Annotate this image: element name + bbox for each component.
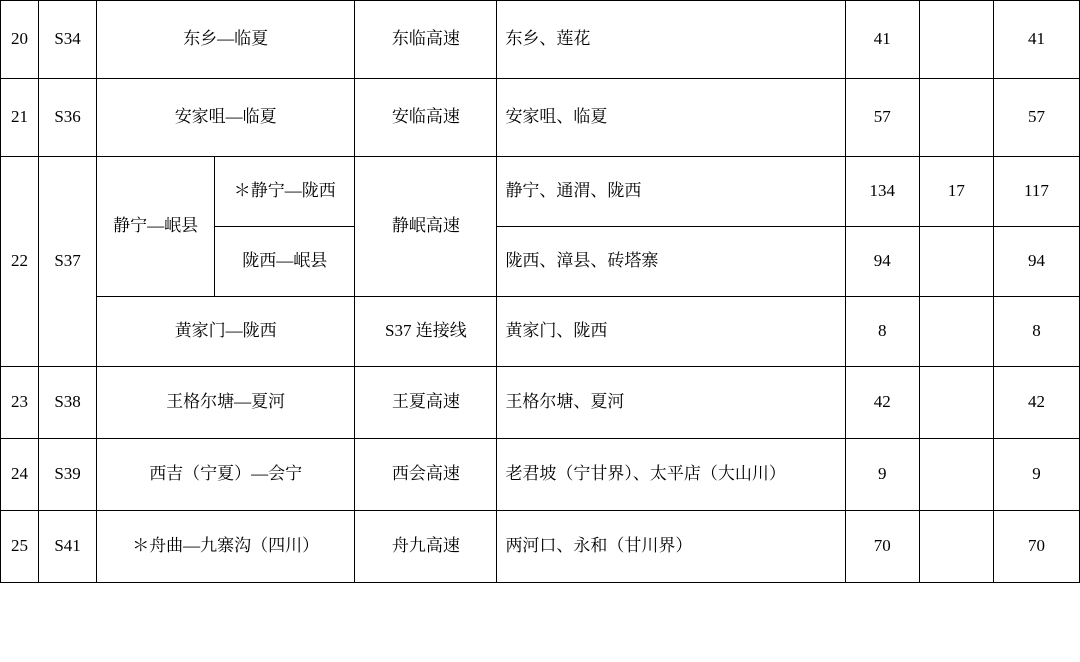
route-places: 黄家门、陇西 — [497, 297, 845, 367]
route-pending-length: 94 — [993, 227, 1079, 297]
route-alias: 安临高速 — [355, 79, 497, 157]
route-code: S34 — [39, 1, 97, 79]
table-row — [1, 157, 1080, 227]
row-number: 22 — [1, 157, 39, 367]
route-places: 老君坡（宁甘界）、太平店（大山川） — [497, 439, 845, 511]
route-pending-length: 117 — [993, 157, 1079, 227]
route-code: S38 — [39, 367, 97, 439]
route-built-length — [919, 227, 993, 297]
route-total-length: 9 — [845, 439, 919, 511]
route-places: 静宁、通渭、陇西 — [497, 157, 845, 227]
route-total-length: 134 — [845, 157, 919, 227]
route-built-length: 17 — [919, 157, 993, 227]
table-row — [1, 367, 1080, 439]
route-name: 王格尔塘—夏河 — [97, 367, 355, 439]
table-row — [1, 511, 1080, 583]
table-row — [1, 79, 1080, 157]
route-built-length — [919, 511, 993, 583]
route-name: 安家咀—临夏 — [97, 79, 355, 157]
route-places: 安家咀、临夏 — [497, 79, 845, 157]
route-sub-name: ＊静宁—陇西 — [215, 157, 355, 227]
route-name: ＊舟曲—九寨沟（四川） — [97, 511, 355, 583]
route-alias: 东临高速 — [355, 1, 497, 79]
route-alias: 舟九高速 — [355, 511, 497, 583]
route-pending-length: 8 — [993, 297, 1079, 367]
route-pending-length: 70 — [993, 511, 1079, 583]
table-row — [1, 297, 1080, 367]
route-name: 东乡—临夏 — [97, 1, 355, 79]
route-built-length — [919, 439, 993, 511]
row-number: 21 — [1, 79, 39, 157]
route-places: 陇西、漳县、砖塔寨 — [497, 227, 845, 297]
route-code: S37 — [39, 157, 97, 367]
route-total-length: 94 — [845, 227, 919, 297]
table-row — [1, 439, 1080, 511]
route-total-length: 8 — [845, 297, 919, 367]
route-group-name: 静宁—岷县 — [97, 157, 215, 297]
route-code: S39 — [39, 439, 97, 511]
route-alias: S37 连接线 — [355, 297, 497, 367]
route-places: 两河口、永和（甘川界） — [497, 511, 845, 583]
route-total-length: 70 — [845, 511, 919, 583]
route-pending-length: 42 — [993, 367, 1079, 439]
table-row — [1, 1, 1080, 79]
route-places: 东乡、莲花 — [497, 1, 845, 79]
route-alias: 静岷高速 — [355, 157, 497, 297]
route-pending-length: 57 — [993, 79, 1079, 157]
route-code: S41 — [39, 511, 97, 583]
route-name: 西吉（宁夏）—会宁 — [97, 439, 355, 511]
route-sub-name: 陇西—岷县 — [215, 227, 355, 297]
route-total-length: 41 — [845, 1, 919, 79]
route-alias: 西会高速 — [355, 439, 497, 511]
route-pending-length: 9 — [993, 439, 1079, 511]
row-number: 25 — [1, 511, 39, 583]
route-built-length — [919, 297, 993, 367]
route-total-length: 57 — [845, 79, 919, 157]
route-built-length — [919, 367, 993, 439]
route-name: 黄家门—陇西 — [97, 297, 355, 367]
row-number: 23 — [1, 367, 39, 439]
route-total-length: 42 — [845, 367, 919, 439]
route-places: 王格尔塘、夏河 — [497, 367, 845, 439]
route-code: S36 — [39, 79, 97, 157]
route-alias: 王夏高速 — [355, 367, 497, 439]
row-number: 20 — [1, 1, 39, 79]
route-built-length — [919, 1, 993, 79]
route-pending-length: 41 — [993, 1, 1079, 79]
route-built-length — [919, 79, 993, 157]
row-number: 24 — [1, 439, 39, 511]
